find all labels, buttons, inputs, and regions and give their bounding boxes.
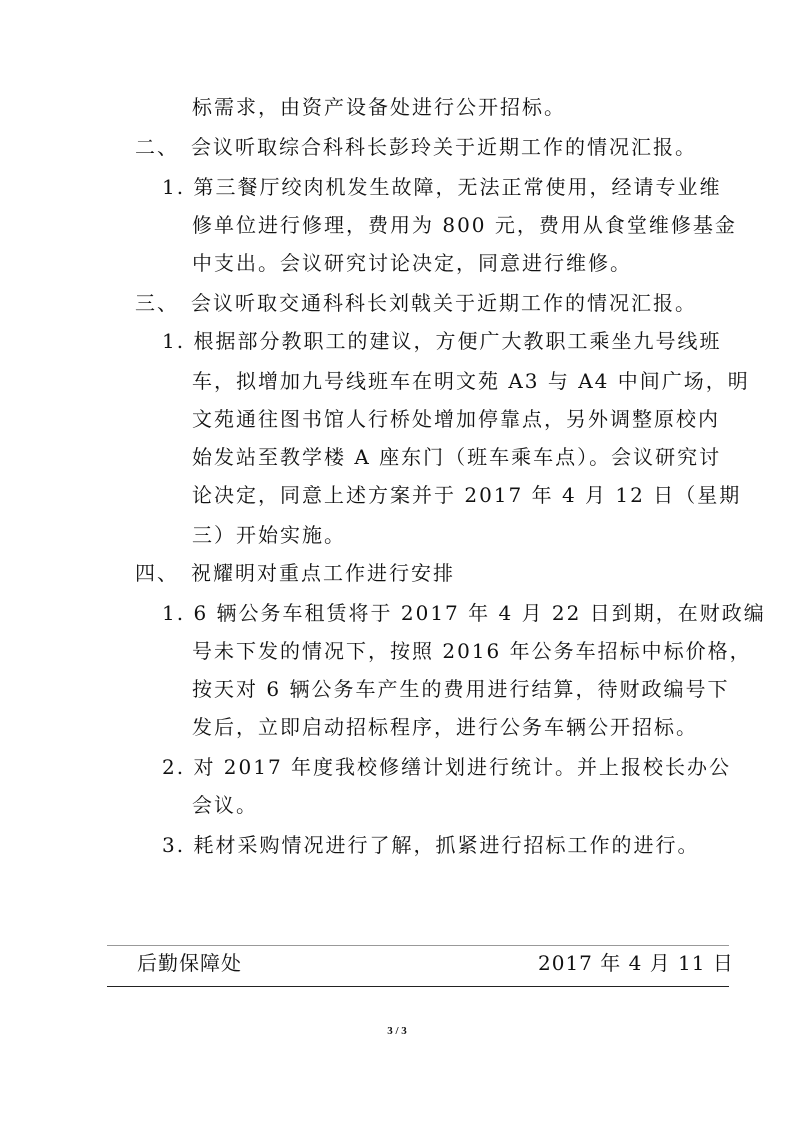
text-line: 发后，立即启动招标程序，进行公务车辆公开招标。 [192,715,698,739]
section-heading-2: 二、 会议听取综合科科长彭玲关于近期工作的情况汇报。 [135,135,697,159]
text-line: 文苑通往图书馆人行桥处增加停靠点，另外调整原校内 [192,407,720,431]
footer-date: 2017 年 4 月 11 日 [538,951,734,975]
text-line: 三）开始实施。 [192,523,346,547]
list-item-line: 3. 耗材采购情况进行了解，抓紧进行招标工作的进行。 [162,833,700,857]
text-line: 会议。 [192,793,258,817]
text-line: 论决定，同意上述方案并于 2017 年 4 月 12 日（星期 [192,483,742,507]
text-line: 中支出。会议研究讨论决定，同意进行维修。 [192,251,632,275]
section-heading-3: 三、 会议听取交通科科长刘戟关于近期工作的情况汇报。 [135,291,697,315]
text-line: 车，拟增加九号线班车在明文苑 A3 与 A4 中间广场，明 [192,369,750,393]
text-line: 修单位进行修理，费用为 800 元，费用从食堂维修基金 [192,213,737,237]
list-item-line: 1. 根据部分教职工的建议，方便广大教职工乘坐九号线班 [162,329,722,353]
text-line: 号未下发的情况下，按照 2016 年公务车招标中标价格， [192,639,752,663]
footer-bottom-rule [107,986,729,987]
footer-top-rule [107,945,729,946]
section-heading-4: 四、 祝耀明对重点工作进行安排 [135,561,455,585]
list-item-line: 1. 第三餐厅绞肉机发生故障，无法正常使用，经请专业维 [162,175,722,199]
footer-department: 后勤保障处 [137,951,242,975]
page-number: 3 / 3 [387,1025,407,1037]
text-line: 标需求，由资产设备处进行公开招标。 [192,95,566,119]
list-item-line: 1. 6 辆公务车租赁将于 2017 年 4 月 22 日到期，在财政编 [162,601,766,625]
text-line: 按天对 6 辆公务车产生的费用进行结算，待财政编号下 [192,677,730,701]
list-item-line: 2. 对 2017 年度我校修缮计划进行统计。并上报校长办公 [162,755,732,779]
text-line: 始发站至教学楼 A 座东门（班车乘车点）。会议研究讨 [192,445,722,469]
